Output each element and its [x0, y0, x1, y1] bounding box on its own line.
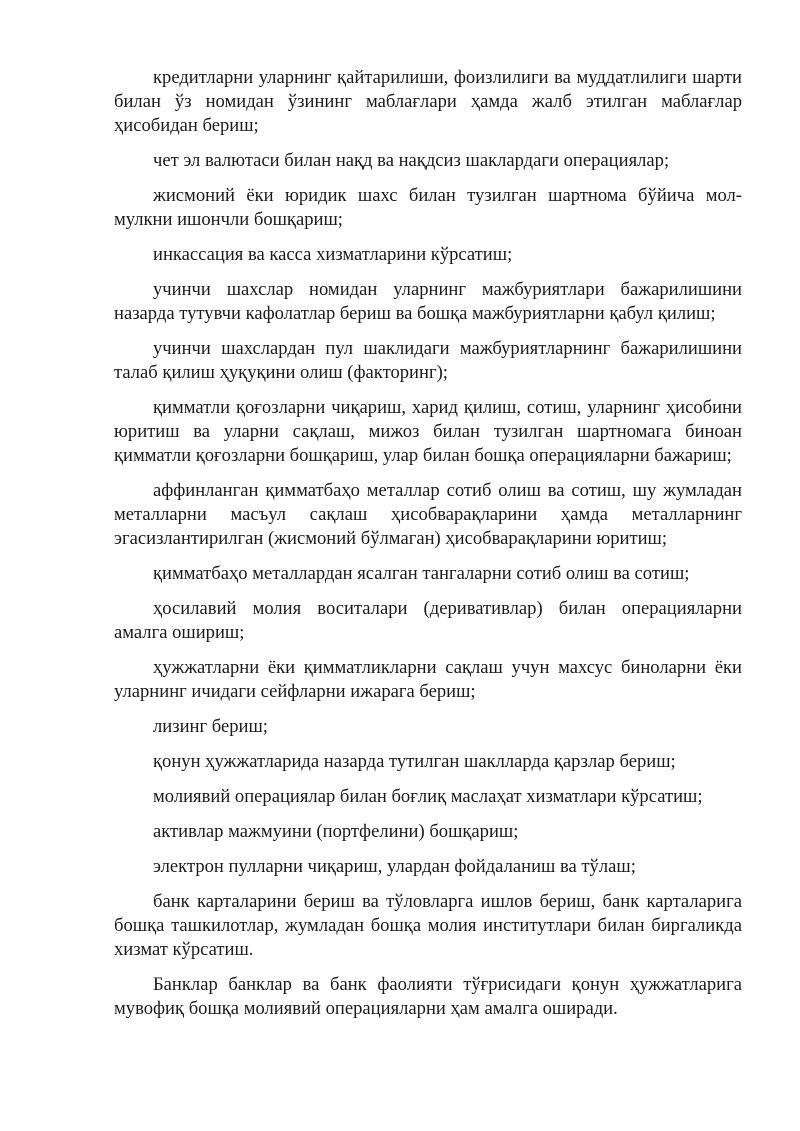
- paragraph-3: жисмоний ёки юридик шахс билан тузилган шартнома бўйича мол-мулкни ишончли бошқариш;: [114, 185, 742, 230]
- paragraph-4: инкассация ва касса хизматларини кўрсатиш;: [153, 244, 513, 265]
- paragraph-8: аффинланган қимматбаҳо металлар сотиб олиш ва сотиш, шу жумладан металларни масъул сақлаш ҳисобварақларини ҳамда металларнинг эгасизлантирилган (жисмоний бўлмаган) ҳисобварақларини юритиш;: [114, 480, 742, 549]
- paragraph-9: қимматбаҳо металлардан ясалган тангаларни сотиб олиш ва сотиш;: [153, 563, 690, 584]
- paragraph-12: лизинг бериш;: [153, 716, 268, 737]
- paragraph-5: учинчи шахслар номидан уларнинг мажбуриятлари бажарилишини назарда тутувчи кафолатлар бериш ва бошқа мажбуриятларни қабул қилиш;: [114, 279, 742, 324]
- paragraph-10: ҳосилавий молия воситалари (деривативлар) билан операцияларни амалга ошириш;: [114, 598, 742, 643]
- paragraph-14: молиявий операциялар билан боғлиқ маслаҳат хизматлари кўрсатиш;: [153, 786, 703, 807]
- paragraph-18: Банклар банклар ва банк фаолияти тўғрисидаги қонун ҳужжатларига мувофиқ бошқа молиявий операцияларни ҳам амалга оширади.: [114, 974, 742, 1019]
- paragraph-7: қимматли қоғозларни чиқариш, харид қилиш, сотиш, уларнинг ҳисобини юритиш ва уларни сақлаш, мижоз билан тузилган шартномага биноан қимматли қоғозларни бошқариш, улар билан бошқа операцияларни бажариш;: [114, 397, 742, 466]
- document-page: [114, 66, 742, 1032]
- paragraph-13: қонун ҳужжатларида назарда тутилган шаклларда қарзлар бериш;: [153, 751, 676, 772]
- paragraph-17: банк карталарини бериш ва тўловларга ишлов бериш, банк карталарига бошқа ташкилотлар, жумладан бошқа молия институтлари билан биргаликда хизмат кўрсатиш.: [114, 891, 742, 960]
- paragraph-6: учинчи шахслардан пул шаклидаги мажбуриятларнинг бажарилишини талаб қилиш ҳуқуқини олиш (факторинг);: [114, 338, 742, 383]
- paragraph-15: активлар мажмуини (портфелини) бошқариш;: [153, 821, 519, 842]
- paragraph-11: ҳужжатларни ёки қимматликларни сақлаш учун махсус биноларни ёки уларнинг ичидаги сейфларни ижарага бериш;: [114, 657, 742, 702]
- paragraph-16: электрон пулларни чиқариш, улардан фойдаланиш ва тўлаш;: [153, 856, 636, 877]
- paragraph-1: кредитларни уларнинг қайтарилиши, фоизлилиги ва муддатлилиги шарти билан ўз номидан ўзининг маблағлари ҳамда жалб этилган маблағлар ҳисобидан бериш;: [114, 67, 742, 136]
- paragraph-2: чет эл валютаси билан нақд ва нақдсиз шаклардаги операциялар;: [153, 150, 670, 171]
